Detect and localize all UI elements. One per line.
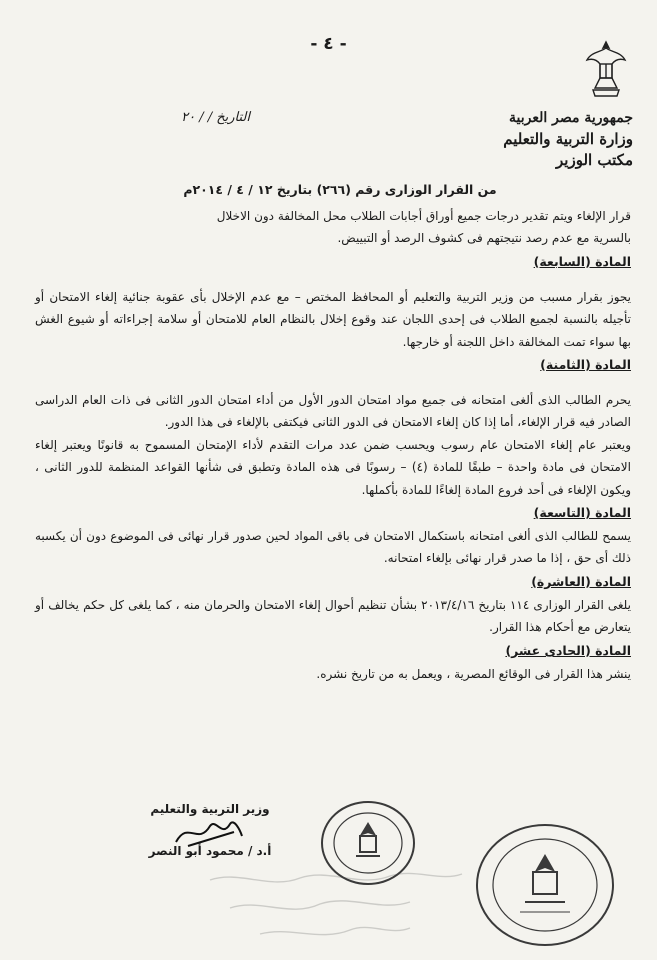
intro-line: قرار الإلغاء ويتم تقدير درجات جميع أوراق أجابات الطلاب محل المخالفة دون الاخلال bbox=[216, 209, 631, 223]
page-number: - ٤ - bbox=[310, 34, 347, 54]
decree-title: من القرار الوزارى رقم (٢٦٦) بتاريخ ١٢ / ٤ / ٢٠١٤م bbox=[183, 182, 497, 197]
article-paragraph: يلغى القرار الوزارى ١١٤ بتاريخ ٢٠١٣/٤/١٦ بشأن تنظيم أحوال إلغاء الامتحان والحرمان منه ، كما يلغى كل حكم يخالف أو يتعارض مع أحكام هذا القرار. bbox=[35, 597, 631, 635]
decree-body bbox=[35, 205, 631, 685]
faint-handwriting-watermark bbox=[200, 860, 470, 950]
article-heading: المادة (التاسعة) bbox=[533, 505, 631, 521]
intro-line: بالسرية مع عدم رصد نتيجتهم فى كشوف الرصد أو التبييض. bbox=[337, 231, 631, 246]
ministry-name: وزارة التربية والتعليم bbox=[503, 130, 633, 148]
article-heading: المادة (السابعة) bbox=[533, 253, 631, 269]
signatory-name: أ.د / محمود أبو النصر bbox=[148, 844, 272, 858]
article-paragraph: ينشر هذا القرار فى الوقائع المصرية ، ويعمل به من تاريخ نشره. bbox=[316, 666, 631, 681]
letterhead bbox=[433, 108, 633, 171]
country-name: جمهورية مصر العربية bbox=[509, 110, 633, 126]
eagle-emblem-icon bbox=[583, 38, 629, 100]
date-line: التاريخ / / ٢٠ bbox=[181, 110, 250, 125]
office-name: مكتب الوزير bbox=[556, 151, 633, 169]
signatory-title: وزير التربية والتعليم bbox=[150, 802, 270, 816]
article-paragraph: يسمح للطالب الذى ألغى امتحانه باستكمال الامتحان فى باقى المواد لحين صدور قرار نهائى فى الموضوع دون أن يكسبه ذلك أى حق ، إذا ما صدر قرار نهائى بإلغاء امتحانه. bbox=[35, 529, 631, 566]
article-heading: المادة (العاشرة) bbox=[531, 573, 631, 589]
article-heading: المادة (الحادى عشر) bbox=[505, 642, 631, 658]
article-paragraph: يجوز بقرار مسبب من وزير التربية والتعليم أو المحافظ المختص – مع عدم الإخلال بأى عقوبة جنائية إلغاء الامتحان أو تأجيله بالنسبة لجميع الطلاب فى إحدى اللجان عند وقوع إخلال بالنظام العام للامتحان أو سلامة إجراءاته أو شيوع الغش بها سواء تمت المخالفة داخل اللجنة أو خارجها. bbox=[35, 289, 631, 349]
article-paragraph: ويعتبر عام إلغاء الامتحان عام رسوب ويحسب ضمن عدد مرات التقدم لأداء الإمتحان المسموح به قانونًا ويعتبر إلغاء الامتحان فى مادة واحدة – طبقًا للمادة (٤) – رسوبًا فى هذه المادة وتطبق فى شأنها القواعد المنظمة للدور الثانى ، ويكون الإلغاء فى أحد فروع المادة إلغاءًا للمادة بأكملها. bbox=[35, 437, 631, 497]
article-heading: المادة (الثامنة) bbox=[540, 357, 631, 373]
article-paragraph: يحرم الطالب الذى ألغى امتحانه فى جميع مواد امتحان الدور الأول من أداء امتحان الدور الثانى فى ذات العام الدراسى الصادر فيه قرار الإلغاء، أما إذا كان إلغاء الامتحان فى الدور الثانى فيكتفى بالإلغاء فى هذا الدور. bbox=[35, 393, 631, 430]
official-seal-stamp bbox=[470, 820, 620, 950]
